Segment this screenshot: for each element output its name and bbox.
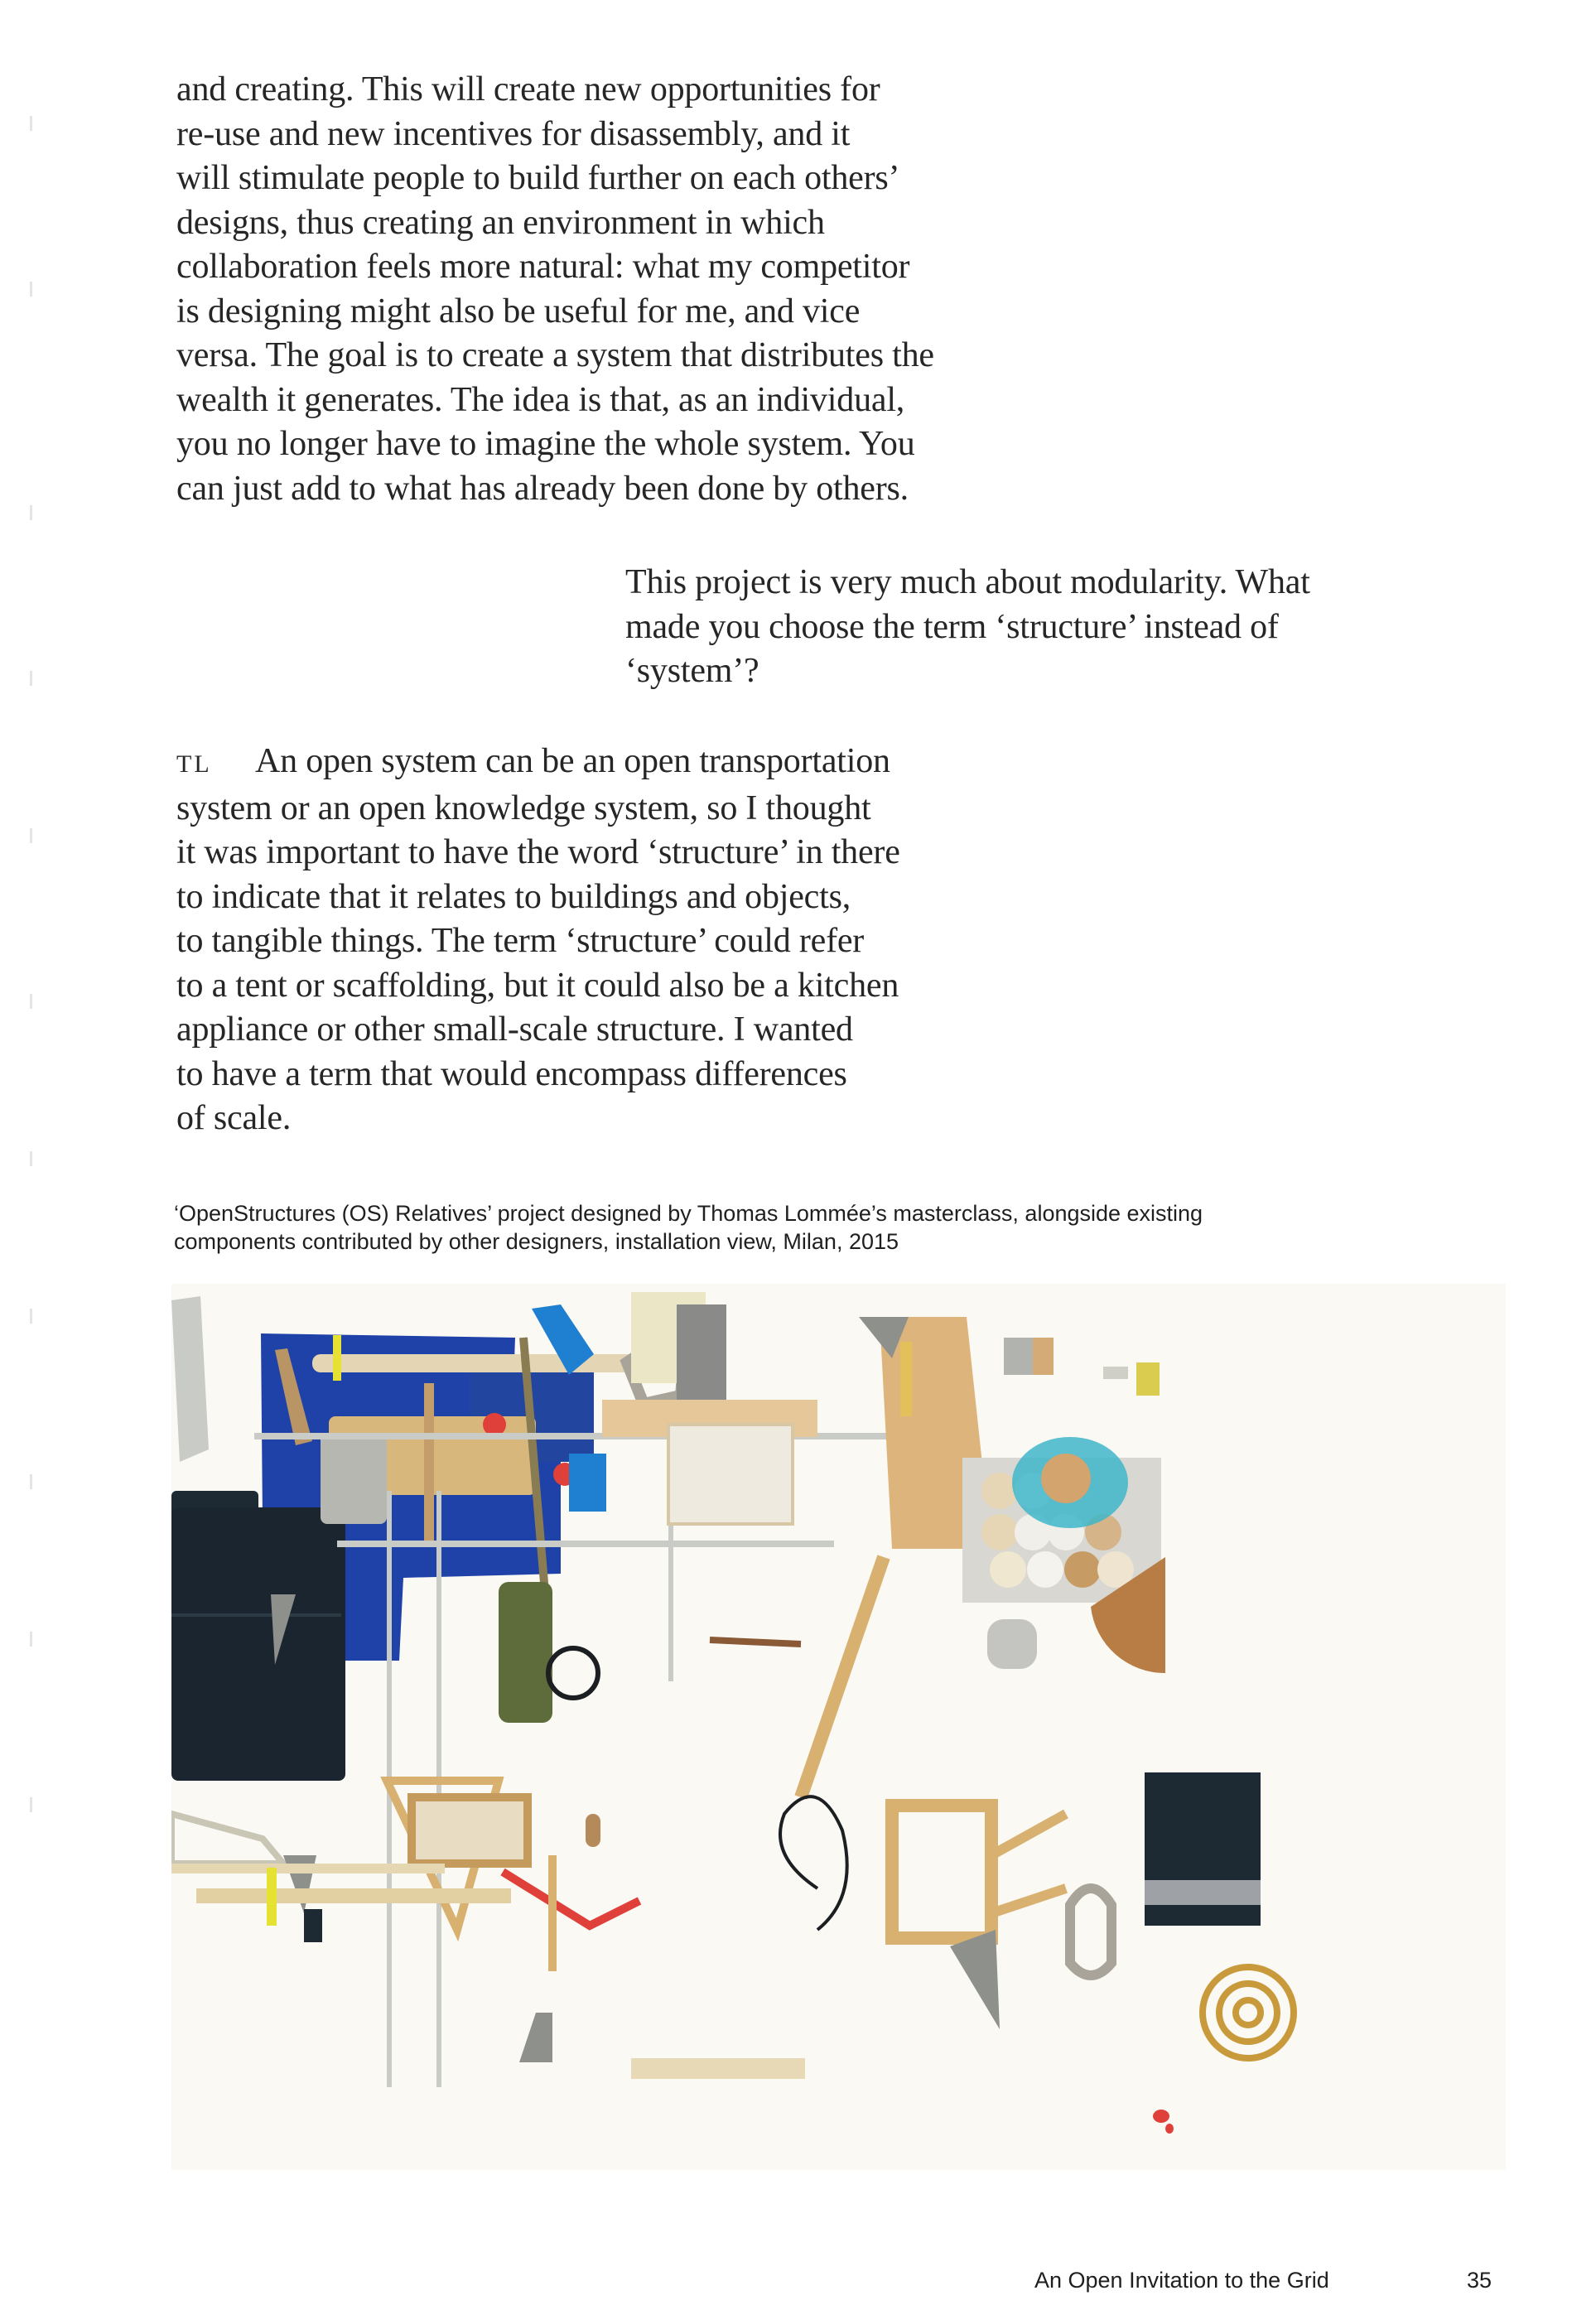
text-line: made you choose the term ‘structure’ instead of [625, 607, 1279, 646]
text-line: appliance or other small-scale structure. I wanted [176, 1010, 853, 1049]
figure-caption [174, 1199, 1203, 1256]
text-line: to have a term that would encompass differences [176, 1054, 847, 1093]
wooden-box [412, 1797, 528, 1864]
speaker-initials: TL [176, 750, 212, 778]
caption-line: components contributed by other designers, installation view, Milan, 2015 [174, 1229, 899, 1254]
text-line: to a tent or scaffolding, but it could also be a kitchen [176, 966, 899, 1005]
installation-photo [171, 1284, 1506, 2170]
page-footer [1034, 2268, 1492, 2293]
text-line: designs, thus creating an environment in which [176, 203, 825, 242]
running-title: An Open Invitation to the Grid [1034, 2268, 1329, 2293]
text-line: ‘system’? [625, 652, 759, 690]
text-line: re-use and new incentives for disassembly, and it [176, 114, 851, 153]
caption-line: ‘OpenStructures (OS) Relatives’ project designed by Thomas Lommée’s masterclass, alongside existing [174, 1201, 1203, 1226]
text-line: system or an open knowledge system, so I thought [176, 788, 871, 827]
body-paragraph-continued [176, 68, 934, 511]
text-line: to tangible things. The term ‘structure’ could refer [176, 922, 865, 960]
text-line: can just add to what has already been done by others. [176, 469, 909, 508]
text-line: This project is very much about modularity. What [625, 563, 1310, 601]
scan-margin-marks [30, 116, 38, 2021]
text-line: to indicate that it relates to buildings and objects, [176, 877, 851, 916]
text-line: will stimulate people to build further on each others’ [176, 159, 900, 197]
interview-question [625, 561, 1310, 694]
text-line: collaboration feels more natural: what my competitor [176, 248, 910, 286]
text-fragment: An open system can be an open transportation [255, 742, 890, 780]
text-line: and creating. This will create new opportunities for [176, 70, 880, 108]
text-line [176, 740, 900, 787]
text-line: is designing might also be useful for me, and vice [176, 292, 861, 330]
interview-answer [176, 740, 900, 1141]
text-line: versa. The goal is to create a system that distributes the [176, 336, 934, 374]
text-line: it was important to have the word ‘structure’ in there [176, 833, 900, 871]
mossy-log [499, 1582, 552, 1723]
text-line: wealth it generates. The idea is that, as an individual, [176, 380, 905, 419]
text-line: you no longer have to imagine the whole system. You [176, 425, 915, 463]
text-line: of scale. [176, 1099, 292, 1137]
page-number: 35 [1467, 2268, 1492, 2293]
photo-illustration [171, 1284, 1506, 2170]
